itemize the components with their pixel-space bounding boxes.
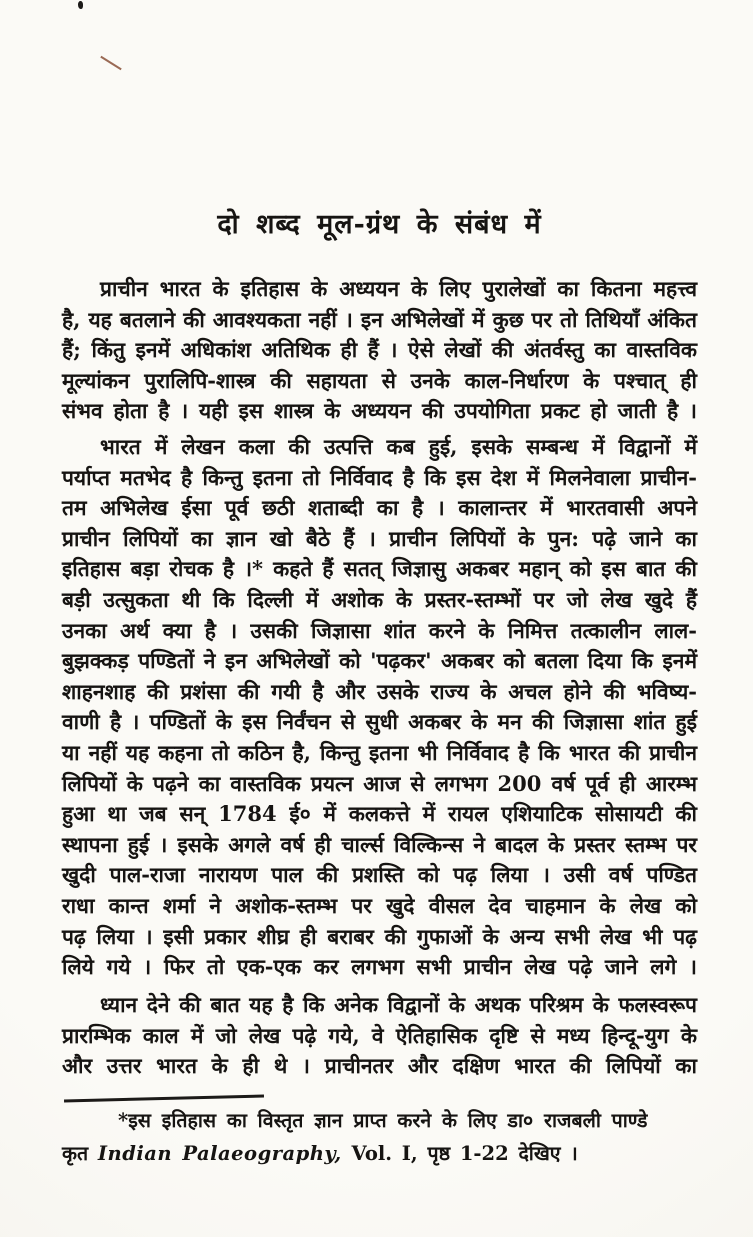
scan-ink-dot-artifact xyxy=(78,1,83,9)
text-line: शाहनशाह की प्रशंसा की गयी है और उसके राज्य के अचल होने की भविष्य- xyxy=(62,678,697,704)
text-line: और उत्तर भारत के ही थे । प्राचीनतर और दक्षिण भारत की लिपियों का xyxy=(62,1053,697,1079)
footnote-separator-rule xyxy=(64,1095,264,1102)
page-title: दो शब्द मूल-ग्रंथ के संबंध में xyxy=(217,209,542,240)
text-line: तम अभिलेख ईसा पूर्व छठी शताब्दी का है । कालान्तर में भारतवासी अपने xyxy=(62,495,697,521)
text-line: हुआ था जब सन् 1784 ई० में कलकत्ते में रायल एशियाटिक सोसायटी की xyxy=(62,801,697,827)
scan-scratch-artifact xyxy=(100,56,121,70)
text-line: या नहीं यह कहना तो कठिन है, किन्तु इतना भी निर्विवाद है कि भारत की प्राचीन xyxy=(62,739,697,765)
text-line: स्थापना हुई । इसके अगले वर्ष ही चार्ल्स विल्किन्स ने बादल के प्रस्तर स्तम्भ पर xyxy=(62,831,697,857)
text-line: प्राचीन भारत के इतिहास के अध्ययन के लिए पुरालेखों का कितना महत्त्व xyxy=(100,276,697,301)
text-line: खुदी पाल-राजा नारायण पाल की प्रशस्ति को पढ़ लिया । उसी वर्ष पण्डित xyxy=(62,862,697,888)
text-line: मूल्यांकन पुरालिपि-शास्त्र की सहायता से उनके काल-निर्धारण के पश्चात् ही xyxy=(62,367,697,393)
footnote-line-2-suffix: Vol. I, पृष्ठ 1-22 देखिए । xyxy=(341,1142,578,1165)
text-line: उनका अर्थ क्या है । उसकी जिज्ञासा शांत करने के निमित्त तत्कालीन लाल- xyxy=(62,617,697,643)
text-line: संभव होता है । यही इस शास्त्र के अध्ययन की उपयोगिता प्रकट हो जाती है । xyxy=(62,398,697,424)
text-line: पर्याप्त मतभेद है किन्तु इतना तो निर्विवाद है कि इस देश में मिलनेवाला प्राचीन- xyxy=(62,464,697,490)
text-line: इतिहास बड़ा रोचक है ।* कहते हैं सतत् जिज्ञासु अकबर महान् को इस बात की xyxy=(62,556,697,582)
text-line: है, यह बतलाने की आवश्यकता नहीं । इन अभिलेखों में कुछ पर तो तिथियाँ अंकित xyxy=(62,306,697,332)
footnote-line-2-prefix: कृत xyxy=(62,1142,98,1165)
text-line: हैं; किंतु इनमें अधिकांश अतिथिक ही हैं । ऐसे लेखों की अंतर्वस्तु का वास्तविक xyxy=(62,337,697,363)
footnote-book-title: Indian Palaeography, xyxy=(97,1142,342,1165)
text-line: ध्यान देने की बात यह है कि अनेक विद्वानों के अथक परिश्रम के फलस्वरूप xyxy=(100,992,697,1017)
text-line: प्रारम्भिक काल में जो लेख पढ़े गये, वे ऐतिहासिक दृष्टि से मध्य हिन्दू-युग के xyxy=(62,1022,697,1048)
footnote-line-1: *इस इतिहास का विस्तृत ज्ञान प्राप्त करने के लिए डा० राजबली पाण्डे xyxy=(118,1109,648,1132)
paragraph-2 xyxy=(62,432,697,983)
text-line: राधा कान्त शर्मा ने अशोक-स्तम्भ पर खुदे वीसल देव चाहमान के लेख को xyxy=(62,892,697,918)
footnote-line-2 xyxy=(62,1137,697,1170)
text-line: बड़ी उत्सुकता थी कि दिल्ली में अशोक के प्रस्तर-स्तम्भों पर जो लेख खुदे हैं xyxy=(62,586,697,612)
text-line: पढ़ लिया । इसी प्रकार शीघ्र ही बराबर की गुफाओं के अन्य सभी लेख भी पढ़ xyxy=(62,923,697,949)
paragraph-3 xyxy=(62,990,697,1082)
text-line: लिपियों के पढ़ने का वास्तविक प्रयत्न आज से लगभग 200 वर्ष पूर्व ही आरम्भ xyxy=(62,770,697,796)
footnote xyxy=(62,1104,697,1170)
text-line: प्राचीन लिपियों का ज्ञान खो बैठे हैं । प्राचीन लिपियों के पुन: पढ़े जाने का xyxy=(62,525,697,551)
text-line: लिये गये । फिर तो एक-एक कर लगभग सभी प्राचीन लेख पढ़े जाने लगे । xyxy=(62,954,697,980)
paragraph-1 xyxy=(62,274,697,427)
text-line: बुझक्कड़ पण्डितों ने इन अभिलेखों को 'पढ़कर' अकबर को बतला दिया कि इनमें xyxy=(62,648,697,674)
text-line: भारत में लेखन कला की उत्पत्ति कब हुई, इसके सम्बन्ध में विद्वानों में xyxy=(100,434,697,459)
text-line: वाणी है । पण्डितों के इस निर्वंचन से सुधी अकबर के मन की जिज्ञासा शांत हुई xyxy=(62,709,697,735)
